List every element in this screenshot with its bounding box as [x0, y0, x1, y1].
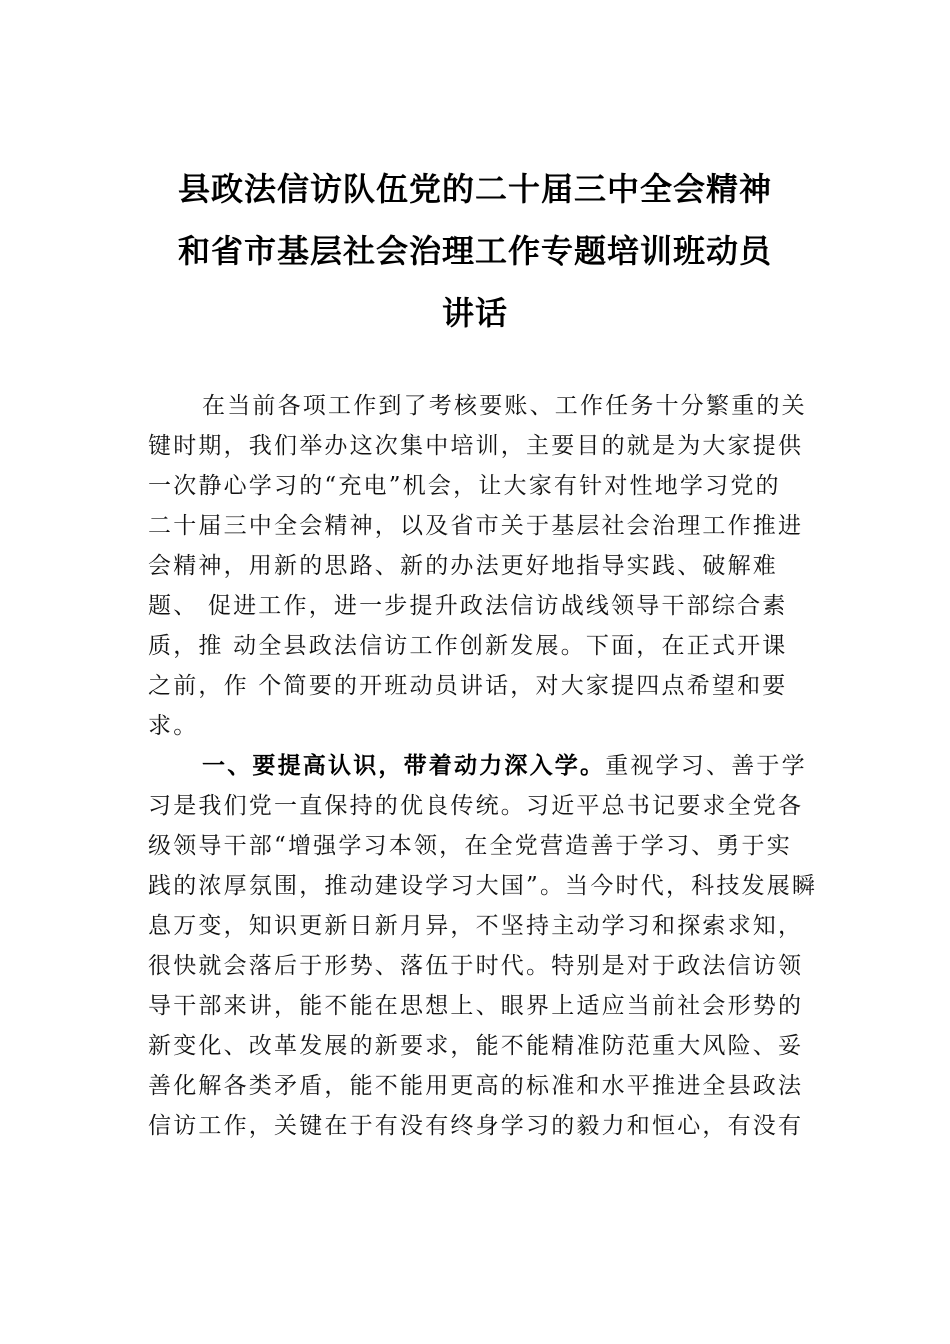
text-line: 信访工作，关键在于有没有终身学习的毅力和恒心，有没有	[148, 1113, 804, 1139]
section-1-paragraph	[148, 746, 818, 1146]
text-line: 质，推 动全县政法信访工作创新发展。下面，在正式开课	[148, 633, 788, 659]
text-line: 善化解各类矛盾，能不能用更高的标准和水平推进全县政法	[148, 1073, 804, 1099]
title-line: 县政法信访队伍党的二十届三中全会精神	[177, 170, 772, 208]
text-line: 习是我们党一直保持的优良传统。习近平总书记要求全党各	[148, 793, 804, 819]
title-line: 和省市基层社会治理工作专题培训班动员	[177, 232, 772, 270]
text-line: 息万变，知识更新日新月异，不坚持主动学习和探索求知，	[148, 913, 804, 939]
text-line: 会精神，用新的思路、新的办法更好地指导实践、破解难	[148, 553, 778, 579]
section-1-heading: 一、要提高认识，带着动力深入学。	[202, 753, 606, 779]
text-line: 二十届三中全会精神，以及省市关于基层社会治理工作推进	[148, 513, 804, 539]
text-line: 键时期，我们举办这次集中培训，主要目的就是为大家提供	[148, 433, 804, 459]
intro-paragraph	[148, 386, 807, 746]
section-1-lead-text: 重视学习、善于学	[605, 753, 807, 779]
text-line: 导干部来讲，能不能在思想上、眼界上适应当前社会形势的	[148, 993, 804, 1019]
text-line: 在当前各项工作到了考核要账、工作任务十分繁重的关	[202, 393, 807, 419]
text-line: 求。	[148, 713, 199, 739]
text-line: 很快就会落后于形势、落伍于时代。特别是对于政法信访领	[148, 953, 804, 979]
text-line: 践的浓厚氛围，推动建设学习大国”。当今时代，科技发展瞬	[148, 873, 818, 899]
text-line: 级领导干部“增强学习本领，在全党营造善于学习、勇于实	[148, 833, 792, 859]
title-line: 讲话	[441, 294, 508, 332]
text-line: 题、 促进工作，进一步提升政法信访战线领导干部综合素	[148, 593, 788, 619]
text-line: 之前，作 个简要的开班动员讲话，对大家提四点希望和要	[148, 673, 788, 699]
document-body	[148, 386, 818, 1146]
section-1-first-line	[148, 746, 807, 786]
text-line: 一次静心学习的“充电”机会，让大家有针对性地学习党的	[148, 473, 781, 499]
document-title	[120, 158, 830, 344]
text-line: 新变化、改革发展的新要求，能不能精准防范重大风险、妥	[148, 1033, 804, 1059]
